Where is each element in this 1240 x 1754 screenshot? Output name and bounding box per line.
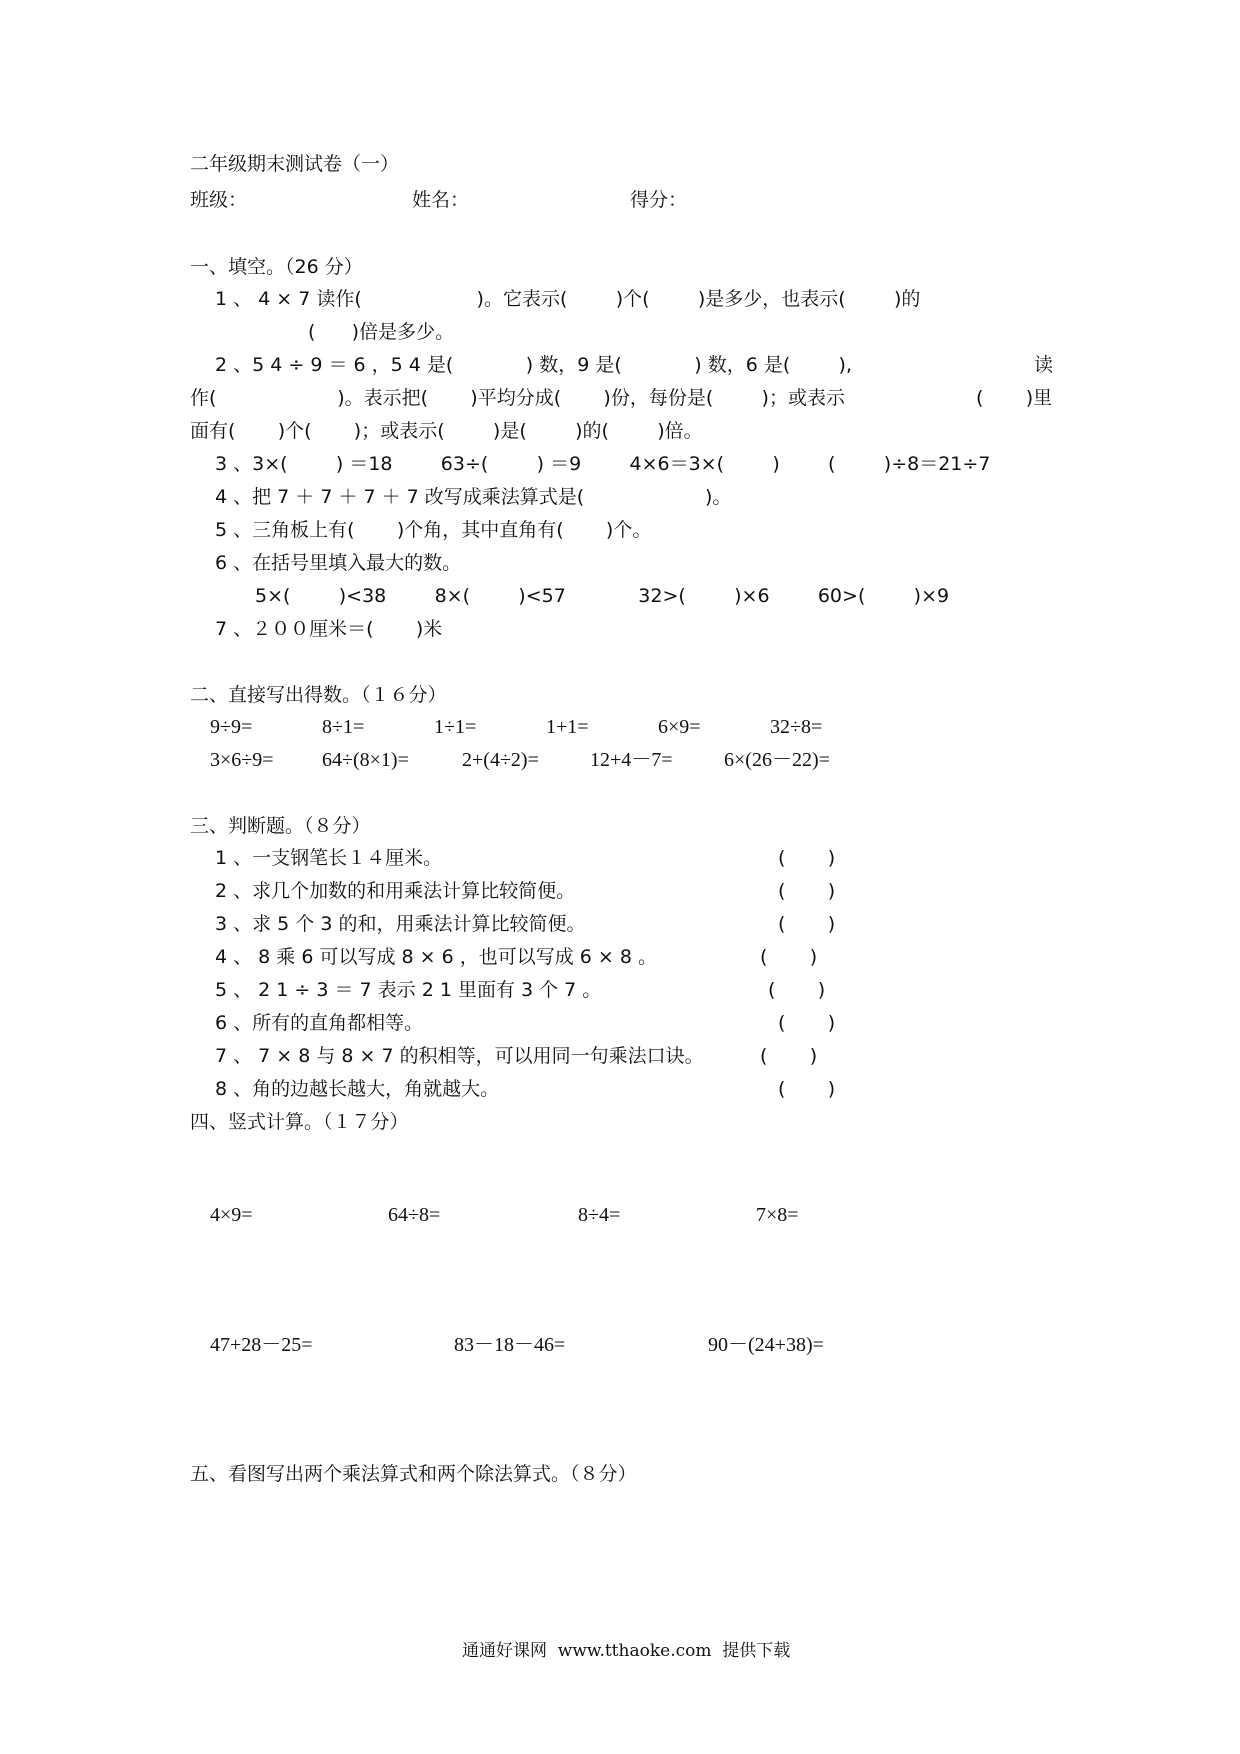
judgment-item: 8 、角的边越长越大，角就越大。	[215, 1078, 500, 1100]
fill-question-2-end: 读	[1034, 354, 1054, 376]
mental-math-item: 9÷9=	[210, 716, 253, 738]
answer-bracket: ( )	[778, 847, 836, 869]
judgment-item: 6 、所有的直角都相等。	[215, 1012, 424, 1034]
answer-bracket: ( )	[768, 979, 826, 1001]
mental-math-item: 64÷(8×1)=	[322, 749, 409, 771]
fill-question-1-cont: ( )倍是多少。	[308, 321, 455, 343]
vertical-calc-item: 47+28－25=	[210, 1334, 313, 1356]
page-title: 二年级期末测试卷（一）	[190, 153, 400, 175]
class-label: 班级：	[190, 189, 248, 211]
mental-math-item: 8÷1=	[322, 716, 365, 738]
vertical-calc-item: 7×8=	[756, 1204, 799, 1226]
answer-bracket: ( )	[760, 946, 818, 968]
mental-math-item: 2+(4÷2)=	[462, 749, 539, 771]
vertical-calc-item: 8÷4=	[578, 1204, 621, 1226]
section-3-heading: 三、判断题。（８分）	[190, 815, 371, 837]
judgment-item: 3 、求 5 个 3 的和，用乘法计算比较简便。	[215, 913, 586, 935]
mental-math-item: 32÷8=	[770, 716, 823, 738]
vertical-calc-item: 4×9=	[210, 1204, 253, 1226]
fill-question-1: 1 、 4 × 7 读作( )。它表示( )个( )是多少，也表示( )的	[215, 288, 921, 310]
vertical-calc-item: 83－18－46=	[454, 1334, 566, 1356]
judgment-item: 7 、 7 × 8 与 8 × 7 的积相等，可以用同一句乘法口诀。	[215, 1045, 704, 1067]
judgment-item: 4 、 8 乘 6 可以写成 8 × 6 ，也可以写成 6 × 8 。	[215, 946, 657, 968]
mental-math-item: 1+1=	[546, 716, 589, 738]
answer-bracket: ( )	[778, 880, 836, 902]
section-4-heading: 四、竖式计算。（１７分）	[190, 1111, 409, 1133]
fill-question-2-cont2: 面有( )个( )；或表示( )是( )的( )倍。	[190, 420, 703, 442]
mental-math-item: 6×9=	[658, 716, 701, 738]
fill-question-2: 2 、5 4 ÷ 9 ＝ 6 ，5 4 是( ) 数，9 是( ) 数，6 是( ),	[215, 354, 853, 376]
answer-bracket: ( )	[760, 1045, 818, 1067]
footer-text: 通通好课网 www.tthaoke.com 提供下载	[462, 1641, 791, 1661]
fill-question-2-cont-end: ( )里	[976, 387, 1053, 409]
answer-bracket: ( )	[778, 1078, 836, 1100]
answer-bracket: ( )	[778, 913, 836, 935]
vertical-calc-item: 64÷8=	[388, 1204, 441, 1226]
judgment-item: 5 、 2 1 ÷ 3 ＝ 7 表示 2 1 里面有 3 个 7 。	[215, 979, 602, 1001]
mental-math-item: 1÷1=	[434, 716, 477, 738]
section-2-heading: 二、直接写出得数。（１６分）	[190, 684, 447, 706]
vertical-calc-item: 90－(24+38)=	[708, 1334, 824, 1356]
fill-question-4: 4 、把 7 ＋ 7 ＋ 7 ＋ 7 改写成乘法算式是( )。	[215, 486, 732, 508]
mental-math-item: 12+4－7=	[590, 749, 673, 771]
score-label: 得分：	[630, 189, 688, 211]
fill-question-6-items: 5×( )<38 8×( )<57 32>( )×6 60>( )×9	[255, 585, 950, 607]
answer-bracket: ( )	[778, 1012, 836, 1034]
fill-question-7: 7 、２００厘米＝( )米	[215, 618, 443, 640]
fill-question-2-cont: 作( )。表示把( )平均分成( )份，每份是( )；或表示	[190, 387, 845, 409]
name-label: 姓名：	[412, 189, 470, 211]
section-1-heading: 一、填空。（26 分）	[190, 256, 363, 278]
section-5-heading: 五、看图写出两个乘法算式和两个除法算式。（８分）	[190, 1463, 637, 1485]
fill-question-3: 3 、3×( ) ＝18 63÷( ) ＝9 4×6＝3×( ) ( )÷8＝21÷7	[215, 453, 991, 475]
fill-question-5: 5 、三角板上有( )个角，其中直角有( )个。	[215, 519, 652, 541]
mental-math-item: 3×6÷9=	[210, 749, 274, 771]
judgment-item: 2 、求几个加数的和用乘法计算比较简便。	[215, 880, 576, 902]
fill-question-6: 6 、在括号里填入最大的数。	[215, 552, 462, 574]
judgment-item: 1 、一支钢笔长１４厘米。	[215, 847, 443, 869]
mental-math-item: 6×(26－22)=	[724, 749, 830, 771]
